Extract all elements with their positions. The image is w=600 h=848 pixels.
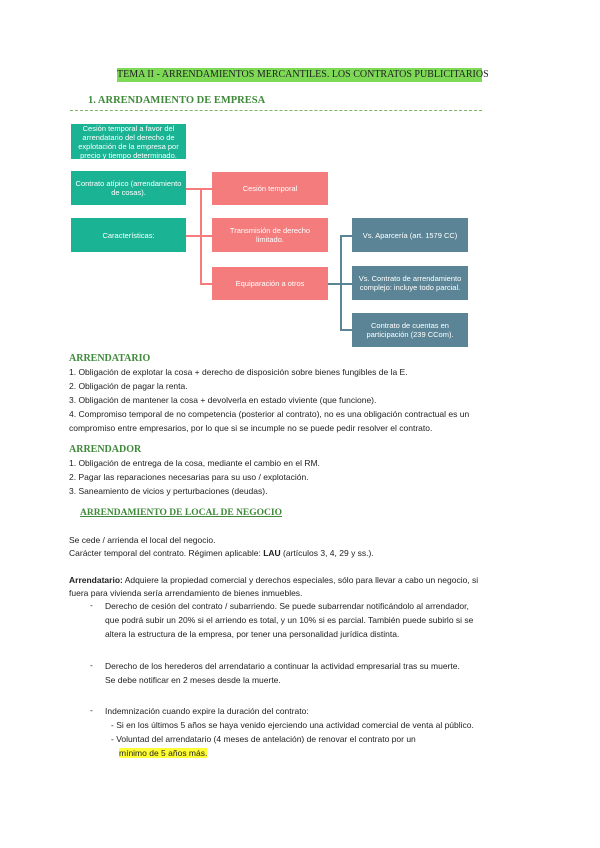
bullet-line: Se debe notificar en 2 meses desde la muerte. (105, 675, 281, 685)
dash-bullet: - (90, 705, 93, 715)
list-item: 2. Pagar las reparaciones necesarias para su uso / explotación. (69, 472, 309, 482)
bullet-subline: - Voluntad del arrendatario (4 meses de antelación) de renovar el contrato por un (111, 734, 416, 744)
complex-lease-box: Vs. Contrato de arrendamiento complejo: incluye todo parcial. (352, 266, 468, 300)
arrendatario-text: Adquiere la propiedad comercial y derechos especiales, sólo para llevar a cabo un negocio, si (122, 575, 479, 585)
atypical-contract-box: Contrato atípico (arrendamiento de cosas). (71, 171, 186, 205)
arrendatario-list (69, 366, 469, 434)
list-item: 3. Saneamiento de vicios y perturbaciones (deudas). (69, 486, 268, 496)
connector-line (186, 235, 212, 237)
list-item: 4. Compromiso temporal de no competencia (posterior al contrato), no es una obligación contractual es un (69, 409, 470, 419)
equiparacion-box: Equiparación a otros (212, 267, 328, 300)
bullet-herederos (105, 660, 460, 686)
temporal-cession-box: Cesión temporal (212, 172, 328, 205)
bullet-cession (105, 600, 473, 640)
limited-right-box: Transmisión de derecho limitado. (212, 218, 328, 252)
characteristics-box: Características: (71, 218, 186, 252)
arrendatario-label: Arrendatario: (69, 575, 123, 585)
definition-box: Cesión temporal a favor del arrendatario del derecho de explotación de la empresa por precio y tiempo determinado. (71, 124, 186, 159)
bullet-line: que podrá subir un 20% si el arriendo es total, y un 10% si es parcial. También puede subirlo si se (105, 615, 474, 625)
lau-label: LAU (263, 548, 281, 558)
connector-line (186, 188, 212, 190)
regime-articles: (artículos 3, 4, 29 y ss.). (280, 548, 374, 558)
regime-text: Carácter temporal del contrato. Régimen aplicable: (69, 548, 264, 558)
dashed-divider (70, 110, 482, 111)
connector-line (200, 283, 212, 285)
list-item: 2. Obligación de pagar la renta. (69, 381, 188, 391)
aparceria-box: Vs. Aparcería (art. 1579 CC) (352, 218, 468, 252)
list-item: 1. Obligación de entrega de la cosa, mediante el cambio en el RM. (69, 458, 320, 468)
connector-line (340, 235, 342, 330)
local-negocio-heading: ARRENDAMIENTO DE LOCAL DE NEGOCIO (80, 508, 282, 518)
bullet-line: Indemnización cuando expire la duración del contrato: (105, 706, 309, 716)
list-item: 3. Obligación de mantener la cosa + devolverla en estado viviente (que funcione). (69, 395, 377, 405)
arrendatario-paragraph (69, 574, 478, 586)
document-title: TEMA II - ARRENDAMIENTOS MERCANTILES. LOS CONTRATOS PUBLICITARIOS (117, 69, 489, 80)
arrendatario-paragraph-cont: fuera para vivienda sería arrendamiento de bienes inmuebles. (69, 588, 303, 598)
arrendatario-heading: ARRENDATARIO (69, 353, 151, 364)
section-heading-arrendamiento-empresa: 1. ARRENDAMIENTO DE EMPRESA (88, 95, 266, 106)
bullet-subline: - Si en los últimos 5 años se haya venido ejerciendo una actividad comercial de venta al público. (111, 720, 474, 730)
bullet-line: Derecho de cesión del contrato / subarriendo. Se puede subarrendar notificándolo al arrendador, (105, 601, 469, 611)
list-item-continuation: compromiso entre empresarios, por lo que si se incumple no se puede pedir resolver el contrato. (69, 423, 433, 433)
local-line-1: Se cede / arrienda el local del negocio. (69, 535, 216, 545)
arrendador-heading: ARRENDADOR (69, 444, 142, 455)
highlighted-text: mínimo de 5 años más. (119, 748, 208, 758)
dash-bullet: - (90, 660, 93, 670)
list-item: 1. Obligación de explotar la cosa + derecho de disposición sobre bienes fungibles de la E. (69, 367, 408, 377)
bullet-line: Derecho de los herederos del arrendatario a continuar la actividad empresarial tras su muerte. (105, 661, 460, 671)
local-line-2 (69, 547, 374, 559)
arrendador-list (69, 457, 320, 497)
cuentas-participacion-box: Contrato de cuentas en participación (239 CCom). (352, 313, 468, 347)
connector-line (340, 329, 352, 331)
bullet-indemnizacion (105, 705, 474, 759)
bullet-line: altera la estructura de la empresa, por tener una personalidad jurídica distinta. (105, 629, 400, 639)
connector-line (340, 235, 352, 237)
dash-bullet: - (90, 600, 93, 610)
